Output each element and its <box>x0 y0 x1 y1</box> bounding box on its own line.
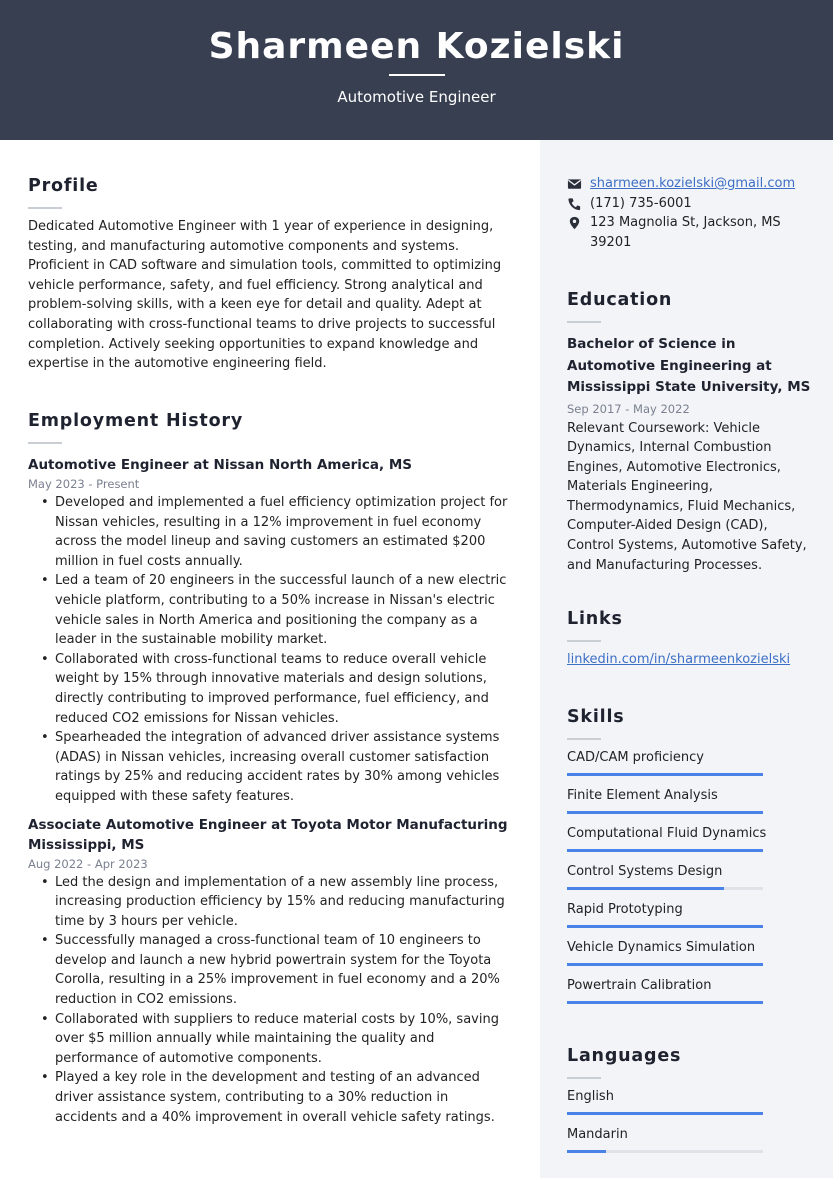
skill-item <box>567 939 812 966</box>
skill-item-label: CAD/CAM proficiency <box>567 750 704 765</box>
language-item-level-fill <box>567 1150 606 1153</box>
skills-heading: Skills <box>567 707 625 727</box>
job-title: Associate Automotive Engineer at Toyota Motor Manufacturing Mississippi, MS <box>28 816 508 853</box>
contact-section <box>567 174 812 252</box>
profile-section <box>28 176 510 374</box>
skill-item-level-fill <box>567 811 763 814</box>
skill-item-level-track <box>567 1001 763 1004</box>
languages-section <box>567 1046 812 1153</box>
section-divider <box>28 207 62 209</box>
languages-list <box>567 1088 812 1153</box>
linkedin-link[interactable]: linkedin.com/in/sharmeenkozielski <box>567 652 791 667</box>
resume-header <box>0 0 833 140</box>
job-entry <box>28 815 510 1128</box>
language-item-label: Mandarin <box>567 1127 628 1142</box>
skill-item-level-fill <box>567 773 763 776</box>
job-entry <box>28 455 510 807</box>
skills-list <box>567 749 812 1004</box>
skill-item-level-fill <box>567 925 763 928</box>
skill-item-level-fill <box>567 887 724 890</box>
job-bullet: • Led a team of 20 engineers in the successful launch of a new electric vehicle platform, contributing to a 50% increase in Nissan's electric vehicle sales in North America and positioning the company as a leader in the sustainable mobility market. <box>28 571 510 649</box>
address: 123 Magnolia St, Jackson, MS 39201 <box>590 215 781 250</box>
job-bullet: • Developed and implemented a fuel efficiency optimization project for Nissan vehicles, resulting in a 12% improvement in fuel economy across the model lineup and saving customers an estimated $200 million in fuel costs annually. <box>28 493 510 571</box>
skill-item <box>567 825 812 852</box>
skill-item-level-track <box>567 811 763 814</box>
skill-item <box>567 787 812 814</box>
education-section <box>567 290 812 575</box>
skill-item-label: Vehicle Dynamics Simulation <box>567 940 756 955</box>
language-item-label: English <box>567 1089 614 1104</box>
skill-item-level-track <box>567 773 763 776</box>
language-item-level-track <box>567 1150 763 1153</box>
language-item <box>567 1088 812 1115</box>
profile-heading: Profile <box>28 176 99 196</box>
skill-item-level-track <box>567 849 763 852</box>
languages-heading: Languages <box>567 1046 682 1066</box>
job-title: Automotive Engineer at Nissan North America, MS <box>28 457 412 473</box>
section-divider <box>567 1077 601 1079</box>
contact-phone-row <box>567 194 812 214</box>
skill-item-level-track <box>567 963 763 966</box>
job-dates: May 2023 - Present <box>28 477 140 491</box>
skill-item <box>567 749 812 776</box>
skills-section <box>567 707 812 1004</box>
section-divider <box>567 738 601 740</box>
skill-item <box>567 977 812 1004</box>
contact-address-row <box>567 213 812 252</box>
envelope-icon <box>567 177 582 191</box>
section-divider <box>567 640 601 642</box>
skill-item-label: Powertrain Calibration <box>567 978 712 993</box>
skill-item-label: Rapid Prototyping <box>567 902 683 917</box>
job-bullet: • Played a key role in the development and testing of an advanced driver assistance system, contributing to a 30% reduction in accidents and a 40% improvement in overall vehicle safety ratings. <box>28 1068 510 1127</box>
job-bullet: • Spearheaded the integration of advanced driver assistance systems (ADAS) in Nissan vehicles, increasing overall customer satisfaction ratings by 25% and reducing accident rates by 30% among vehicles equipped with these safety features. <box>28 728 510 806</box>
phone-number: (171) 735-6001 <box>590 195 692 211</box>
skill-item-label: Control Systems Design <box>567 864 723 879</box>
job-dates: Aug 2022 - Apr 2023 <box>28 856 148 871</box>
links-section <box>567 609 812 670</box>
candidate-role: Automotive Engineer <box>337 88 496 106</box>
education-details: Relevant Coursework: Vehicle Dynamics, Internal Combustion Engines, Automotive Electronics, Materials Engineering, Thermodynamics, Fluid Mechanics, Computer-Aided Design (CAD), Control Systems, Automotive Safety, and Manufacturing Processes. <box>567 420 807 573</box>
skill-item-level-track <box>567 887 763 890</box>
job-bullet: • Led the design and implementation of a new assembly line process, increasing production efficiency by 15% and reducing manufacturing time by 3 hours per vehicle. <box>28 873 510 932</box>
employment-heading: Employment History <box>28 411 244 431</box>
job-bullets <box>28 493 510 807</box>
education-heading: Education <box>567 290 673 310</box>
section-divider <box>567 321 601 323</box>
language-item <box>567 1126 812 1153</box>
skill-item <box>567 901 812 928</box>
language-item-level-fill <box>567 1112 763 1115</box>
skill-item-label: Finite Element Analysis <box>567 788 718 803</box>
map-pin-icon <box>567 216 582 230</box>
education-degree: Bachelor of Science in Automotive Engineering at Mississippi State University, MS <box>567 336 811 395</box>
skill-item-level-fill <box>567 963 763 966</box>
skill-item-level-fill <box>567 1001 763 1004</box>
skill-item-level-fill <box>567 849 763 852</box>
job-bullets <box>28 873 510 1128</box>
education-dates: Sep 2017 - May 2022 <box>567 401 690 416</box>
links-heading: Links <box>567 609 623 629</box>
header-divider <box>389 74 445 76</box>
contact-email-row <box>567 174 812 194</box>
candidate-name: Sharmeen Kozielski <box>208 26 625 67</box>
employment-section <box>28 411 510 1127</box>
section-divider <box>28 442 62 444</box>
job-bullet: • Successfully managed a cross-functional team of 10 engineers to develop and launch a new hybrid powertrain system for the Toyota Corolla, resulting in a 25% improvement in fuel economy and a 20% reduction in CO2 emissions. <box>28 931 510 1009</box>
phone-icon <box>567 197 582 211</box>
job-bullet: • Collaborated with suppliers to reduce material costs by 10%, saving over $5 million annually while maintaining the quality and performance of automotive components. <box>28 1010 510 1069</box>
email-link[interactable]: sharmeen.kozielski@gmail.com <box>590 176 796 191</box>
job-bullet: • Collaborated with cross-functional teams to reduce overall vehicle weight by 15% through innovative materials and design solutions, directly contributing to improved performance, fuel efficiency, and reduced CO2 emissions for Nissan vehicles. <box>28 650 510 728</box>
skill-item-level-track <box>567 925 763 928</box>
profile-summary: Dedicated Automotive Engineer with 1 year of experience in designing, testing, and manufacturing automotive components and systems. Proficient in CAD software and simulation tools, committed to optimizing vehicle performance, safety, and fuel efficiency. Strong analytical and problem-solving skills, with a keen eye for detail and quality. Adept at collaborating with cross-functional teams to drive projects to successful completion. Actively seeking opportunities to expand knowledge and expertise in the automotive engineering field. <box>28 219 502 372</box>
language-item-level-track <box>567 1112 763 1115</box>
skill-item <box>567 863 812 890</box>
skill-item-label: Computational Fluid Dynamics <box>567 826 767 841</box>
